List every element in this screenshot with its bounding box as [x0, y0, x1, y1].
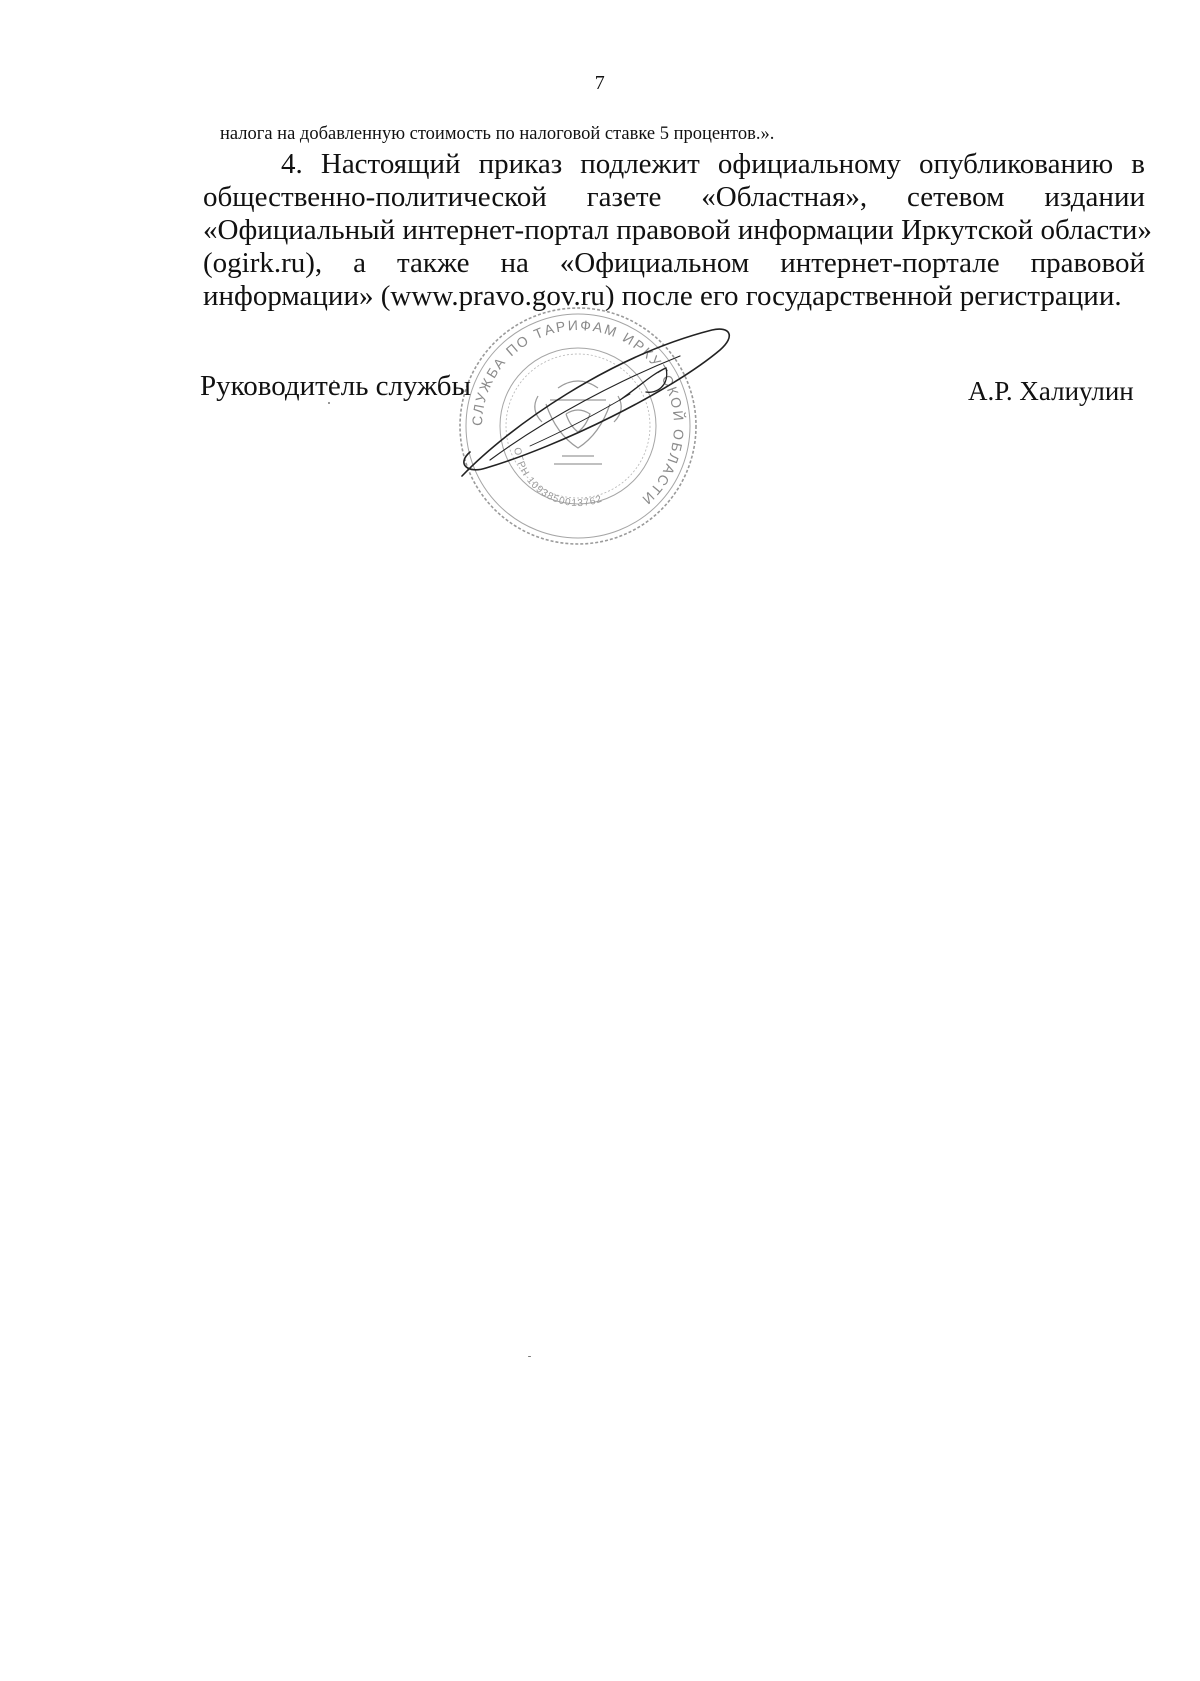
- paragraph-line: «Официальный интернет-портал правовой информации Иркутской области»: [203, 214, 1152, 246]
- page-number: 7: [594, 72, 606, 94]
- seal-text: СЛУЖБА ПО ТАРИФАМ ИРКУТСКОЙ ОБЛАСТИ: [468, 316, 688, 509]
- continuation-text: налога на добавленную стоимость по налоговой ставке 5 процентов.».: [220, 124, 775, 144]
- paragraph-line: информации» (www.pravo.gov.ru) после его государственной регистрации.: [203, 280, 1122, 312]
- scan-speck: [528, 1356, 531, 1357]
- official-seal: [430, 296, 790, 556]
- signatory-title: Руководитель службы: [200, 370, 472, 402]
- seal-and-signature-graphic: [430, 296, 790, 556]
- publication-paragraph: [203, 148, 1152, 313]
- paragraph-line: (ogirk.ru), а также на «Официальном интернет-портале правовой: [203, 247, 1145, 279]
- seal-ogrn-text: ОГРН 1093850013762: [511, 446, 605, 510]
- paragraph-line: 4. Настоящий приказ подлежит официальному опубликованию в: [281, 148, 1145, 180]
- paragraph-line: общественно-политической газете «Областная», сетевом издании: [203, 181, 1145, 213]
- signatory-name: А.Р. Халиулин: [968, 376, 1134, 406]
